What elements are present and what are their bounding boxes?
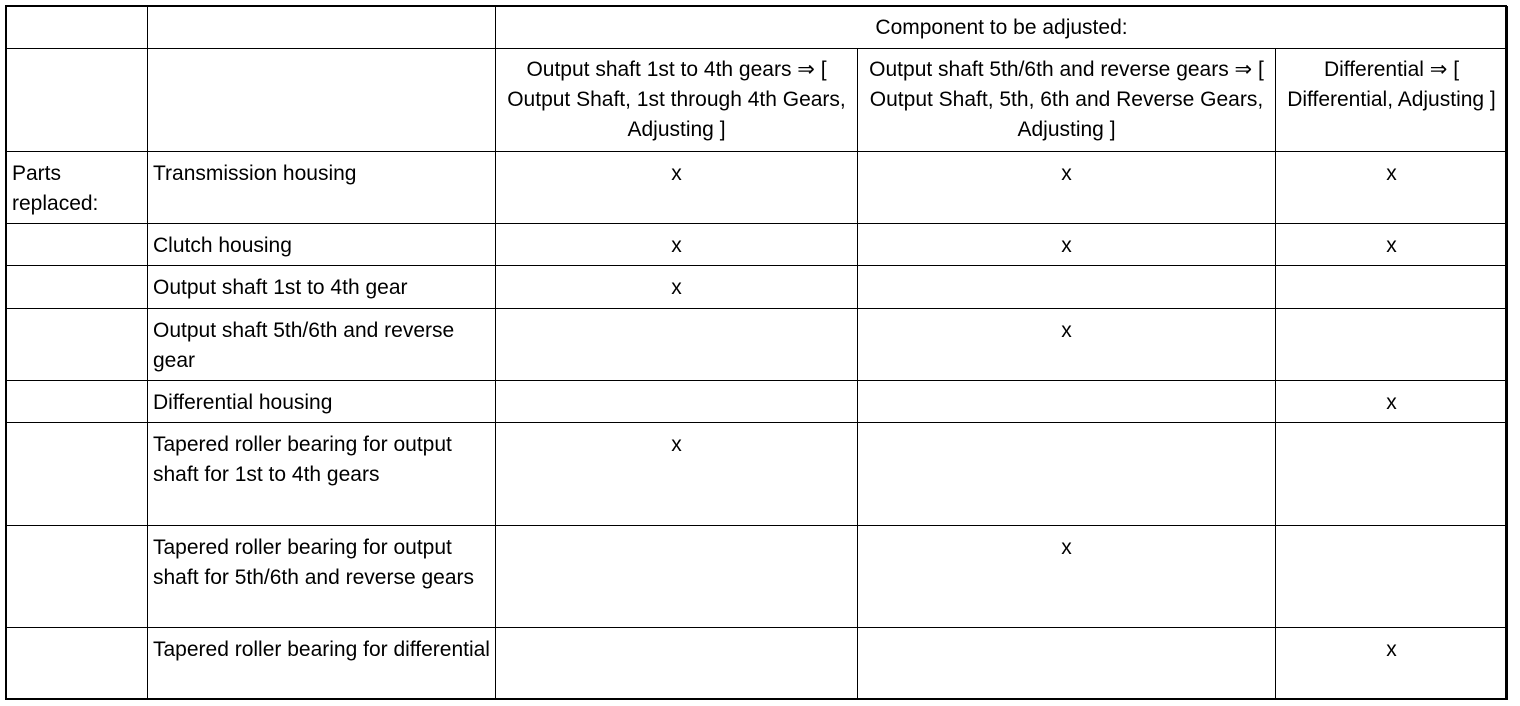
mark-cell bbox=[858, 266, 1276, 309]
empty-group-cell bbox=[7, 224, 148, 266]
part-name: Tapered roller bearing for output shaft for 1st to 4th gears bbox=[148, 423, 496, 526]
column-header-output-shaft-5-6-reverse[interactable]: Output shaft 5th/6th and reverse gears ⇒ [ Output Shaft, 5th, 6th and Reverse Gears, Adjusting ] bbox=[858, 49, 1276, 152]
empty-group-cell bbox=[7, 628, 148, 700]
table-row bbox=[7, 381, 1508, 423]
mark-cell bbox=[1276, 526, 1508, 628]
mark-cell: x bbox=[1276, 381, 1508, 423]
mark-cell: x bbox=[496, 266, 858, 309]
parts-replaced-label: Parts replaced: bbox=[7, 152, 148, 224]
mark-cell bbox=[858, 628, 1276, 700]
mark-cell: x bbox=[496, 152, 858, 224]
empty-group-cell bbox=[7, 526, 148, 628]
header-row-columns bbox=[7, 49, 1508, 152]
empty-corner-cell bbox=[7, 49, 148, 152]
mark-cell: x bbox=[1276, 152, 1508, 224]
mark-cell bbox=[858, 381, 1276, 423]
mark-cell bbox=[496, 309, 858, 381]
mark-cell bbox=[1276, 266, 1508, 309]
part-name: Output shaft 5th/6th and reverse gear bbox=[148, 309, 496, 381]
mark-cell bbox=[496, 381, 858, 423]
table-row bbox=[7, 423, 1508, 526]
mark-cell bbox=[496, 526, 858, 628]
mark-cell bbox=[496, 628, 858, 700]
mark-cell: x bbox=[1276, 628, 1508, 700]
table-row bbox=[7, 152, 1508, 224]
mark-cell bbox=[1276, 423, 1508, 526]
empty-corner-cell bbox=[7, 7, 148, 49]
table-row bbox=[7, 266, 1508, 309]
table-row bbox=[7, 309, 1508, 381]
empty-group-cell bbox=[7, 423, 148, 526]
mark-cell bbox=[858, 423, 1276, 526]
mark-cell: x bbox=[858, 526, 1276, 628]
header-row-span bbox=[7, 7, 1508, 49]
mark-cell: x bbox=[496, 224, 858, 266]
mark-cell: x bbox=[858, 309, 1276, 381]
part-name: Differential housing bbox=[148, 381, 496, 423]
empty-corner-cell bbox=[148, 49, 496, 152]
mark-cell: x bbox=[858, 224, 1276, 266]
table-row bbox=[7, 526, 1508, 628]
empty-corner-cell bbox=[148, 7, 496, 49]
table-row bbox=[7, 628, 1508, 700]
part-name: Tapered roller bearing for differential bbox=[148, 628, 496, 700]
component-header: Component to be adjusted: bbox=[496, 7, 1508, 49]
empty-group-cell bbox=[7, 381, 148, 423]
part-name: Transmission housing bbox=[148, 152, 496, 224]
part-name: Clutch housing bbox=[148, 224, 496, 266]
empty-group-cell bbox=[7, 309, 148, 381]
empty-group-cell bbox=[7, 266, 148, 309]
mark-cell bbox=[1276, 309, 1508, 381]
adjustment-table bbox=[6, 6, 1508, 700]
column-header-output-shaft-1-4[interactable]: Output shaft 1st to 4th gears ⇒ [ Output Shaft, 1st through 4th Gears, Adjusting ] bbox=[496, 49, 858, 152]
part-name: Output shaft 1st to 4th gear bbox=[148, 266, 496, 309]
mark-cell: x bbox=[496, 423, 858, 526]
mark-cell: x bbox=[1276, 224, 1508, 266]
part-name: Tapered roller bearing for output shaft for 5th/6th and reverse gears bbox=[148, 526, 496, 628]
table-row bbox=[7, 224, 1508, 266]
mark-cell: x bbox=[858, 152, 1276, 224]
column-header-differential[interactable]: Differential ⇒ [ Differential, Adjusting ] bbox=[1276, 49, 1508, 152]
